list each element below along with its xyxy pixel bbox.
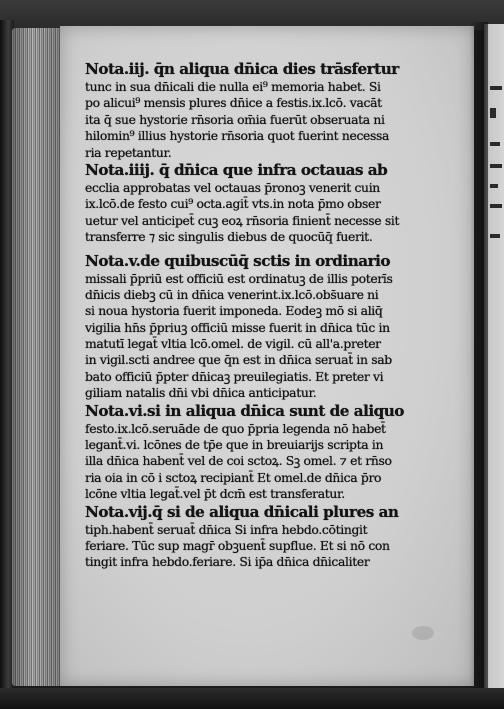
text-line: Nota.iij. q̄n aliqua dn̄ica dies trāsfertur: [85, 60, 399, 78]
text-line: si noua hystoria fuerit imponeda. Eodeꝫ mō si aliq̄: [85, 303, 383, 319]
text-line: hilomin⁹ illius hystorie rn̄soria quot fuerint necessa: [85, 128, 390, 144]
text-line: ita q̄ sue hystorie rn̄soria om̄ia fuerūt obseruata ni: [85, 111, 385, 127]
note-iii: [85, 60, 483, 161]
text-line: uetur vel anticipet̄ cuꝫ eoꝝ rn̄soria finient̄ necesse sit: [85, 212, 400, 228]
text-line: tunc in sua dn̄icali die nulla ei⁹ memoria habet. Si: [85, 79, 381, 94]
text-line: dn̄icis diebꝫ cū in dn̄ica venerint.ix.lcō.obs̄uare ni: [85, 286, 379, 302]
text-line: transferre ⁊ sic singulis diebus de quocūq̄ fuerit.: [85, 229, 373, 245]
text-line: ecclia approbatas vel octauas p̄ronoꝫ venerit cuin: [85, 179, 380, 195]
text-line: Nota.iiij. q̄ dn̄ica que infra octauas ab: [85, 160, 388, 179]
note-v: [85, 252, 483, 402]
text-line: feriare. Tūc sup magr̄ obꝫuent̄ supflue. Et si nō con: [85, 537, 390, 553]
text-line: tiph.habent̄ seruat̄ dn̄ica Si infra hebdo.cōtingit: [85, 521, 368, 537]
text-line: in vigil.scti andree que q̄n est in dn̄ica seruat̄ in sab: [85, 352, 392, 368]
page-stain: [412, 626, 434, 640]
note-vii: [85, 503, 483, 571]
text-line: ria oia in cō i sctoꝝ recipiant̄ Et omel.de dn̄ica p̄ro: [85, 469, 382, 485]
text-line: po alicui⁹ mensis plures dn̄ice a festis.ix.lcō. vacāt: [85, 95, 382, 111]
text-line: Nota.vij.q̄ si de aliqua dn̄icali plures an: [85, 502, 399, 521]
text-line: giliam natalis dn̄i vbi dn̄ica anticipatur.: [85, 385, 317, 401]
text-line: ix.lcō.de festo cui⁹ octa.agit̄ vts.in nota p̄mo obser: [85, 196, 381, 212]
page-edges: [12, 28, 62, 686]
text-line: festo.ix.lcō.seruāde de quo p̄pria legenda nō habet̄: [85, 420, 386, 436]
text-line: illa dn̄ica habent̄ vel de coi sctoꝝ. Sꝫ omel. ⁊ et rn̄so: [85, 453, 392, 469]
page-text: [85, 60, 483, 571]
text-line: vigilia hn̄s p̄priuꝫ officiū misse fuerit in dn̄ica tūc in: [85, 319, 390, 335]
text-line: ria repetantur.: [85, 144, 172, 160]
note-vi: [85, 402, 483, 503]
text-line: matutī legat̄ vltia lcō.omel. de vigil. cū all'a.preter: [85, 336, 381, 352]
text-line: missali p̄priū est officiū est ordinatuꝫ de illis poterīs: [85, 270, 393, 286]
note-iiii: [85, 161, 483, 246]
text-line: Nota.v.de quibuscūq̄ sctis in ordinario: [85, 251, 390, 270]
text-line: tingit infra hebdo.feriare. Si ip̄a dn̄ica dn̄icaliter: [85, 554, 370, 570]
text-line: legant̄.vi. lcōnes de tp̄e que in breuiarijs scripta in: [85, 437, 384, 453]
text-line: bato officiū p̄pter dn̄icaꝫ preuilegiatis. Et preter vi: [85, 368, 384, 384]
text-line: Nota.vi.si in aliqua dn̄ica sunt de aliquo: [85, 401, 404, 420]
background-surface-bottom: [0, 688, 504, 709]
text-line: lcōne vltia legat̄.vel p̄t dcm̄ est transferatur.: [85, 486, 345, 502]
